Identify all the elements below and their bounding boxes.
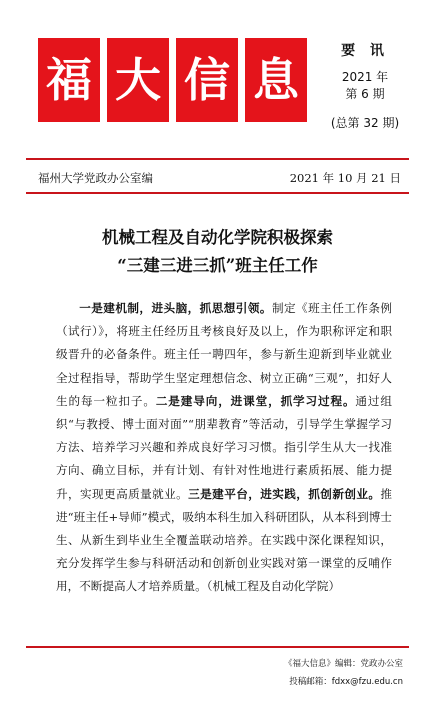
masthead-char: 福 bbox=[46, 53, 92, 107]
header-rule bbox=[26, 158, 409, 160]
article-title-line2: “三建三进三抓”班主任工作 bbox=[117, 256, 318, 275]
footer-email: 投稿邮箱：fdxx@fzu.edu.cn bbox=[289, 677, 403, 687]
issue-date: 2021 年 10 月 21 日 bbox=[289, 171, 401, 185]
editor-line: 福州大学党政办公室编 bbox=[38, 171, 153, 185]
masthead-tile bbox=[107, 38, 169, 122]
masthead-char: 大 bbox=[115, 53, 161, 107]
masthead-tile bbox=[38, 38, 100, 122]
article-paragraph bbox=[56, 297, 392, 599]
issue-kind: 要 讯 bbox=[341, 43, 389, 59]
section-text-2: 通过组织“与教授、博士面对面”“朋辈教育”等活动，引导学生掌握学习方法、培养学习兴趣和养成良好学习习惯。指引学生从大一找准方向、确立目标，并有计划、有针对性地进行素质拓展、能力提升，实现更高质量就业。 bbox=[56, 393, 392, 501]
section-heading-1: 一是建机制，进头脑，抓思想引领。 bbox=[79, 301, 272, 315]
section-text-1: 制定《班主任工作条例（试行）》，将班主任经历且考核良好及以上，作为职称评定和职级晋升的必备条件。班主任一聘四年，参与新生迎新到毕业就业全过程指导，帮助学生坚定理想信念、树立正确“三观”，扣好人生的每一粒扣子。 bbox=[56, 301, 392, 408]
issue-total: (总第 32 期) bbox=[330, 116, 400, 130]
meta-rule bbox=[26, 192, 409, 194]
masthead-tile bbox=[245, 38, 307, 122]
footer-rule bbox=[26, 646, 409, 648]
section-text-3: 推进“班主任+导师”模式，吸纳本科生加入科研团队，从本科到博士生、从新生到毕业生全覆盖联动培养。在实践中深化课程知识，充分发挥学生参与科研活动和创新创业实践对第一课堂的反哺作用，不断提高人才培养质量。（机械工程及自动化学院） bbox=[56, 486, 392, 594]
section-heading-3: 三是建平台，进实践，抓创新创业。 bbox=[188, 486, 381, 501]
article-title-line1: 机械工程及自动化学院积极探索 bbox=[102, 228, 333, 247]
issue-number: 第 6 期 bbox=[345, 87, 385, 101]
masthead-char: 信 bbox=[184, 53, 230, 107]
masthead-tile bbox=[176, 38, 238, 122]
masthead-logo bbox=[38, 38, 308, 122]
issue-year: 2021 年 bbox=[341, 70, 389, 84]
section-heading-2: 二是建导向，进课堂，抓学习过程。 bbox=[155, 393, 356, 408]
article-body bbox=[56, 297, 392, 599]
masthead-char: 息 bbox=[253, 53, 299, 107]
issue-info bbox=[320, 43, 410, 132]
footer-editor: 《福大信息》编辑：党政办公室 bbox=[283, 659, 403, 669]
